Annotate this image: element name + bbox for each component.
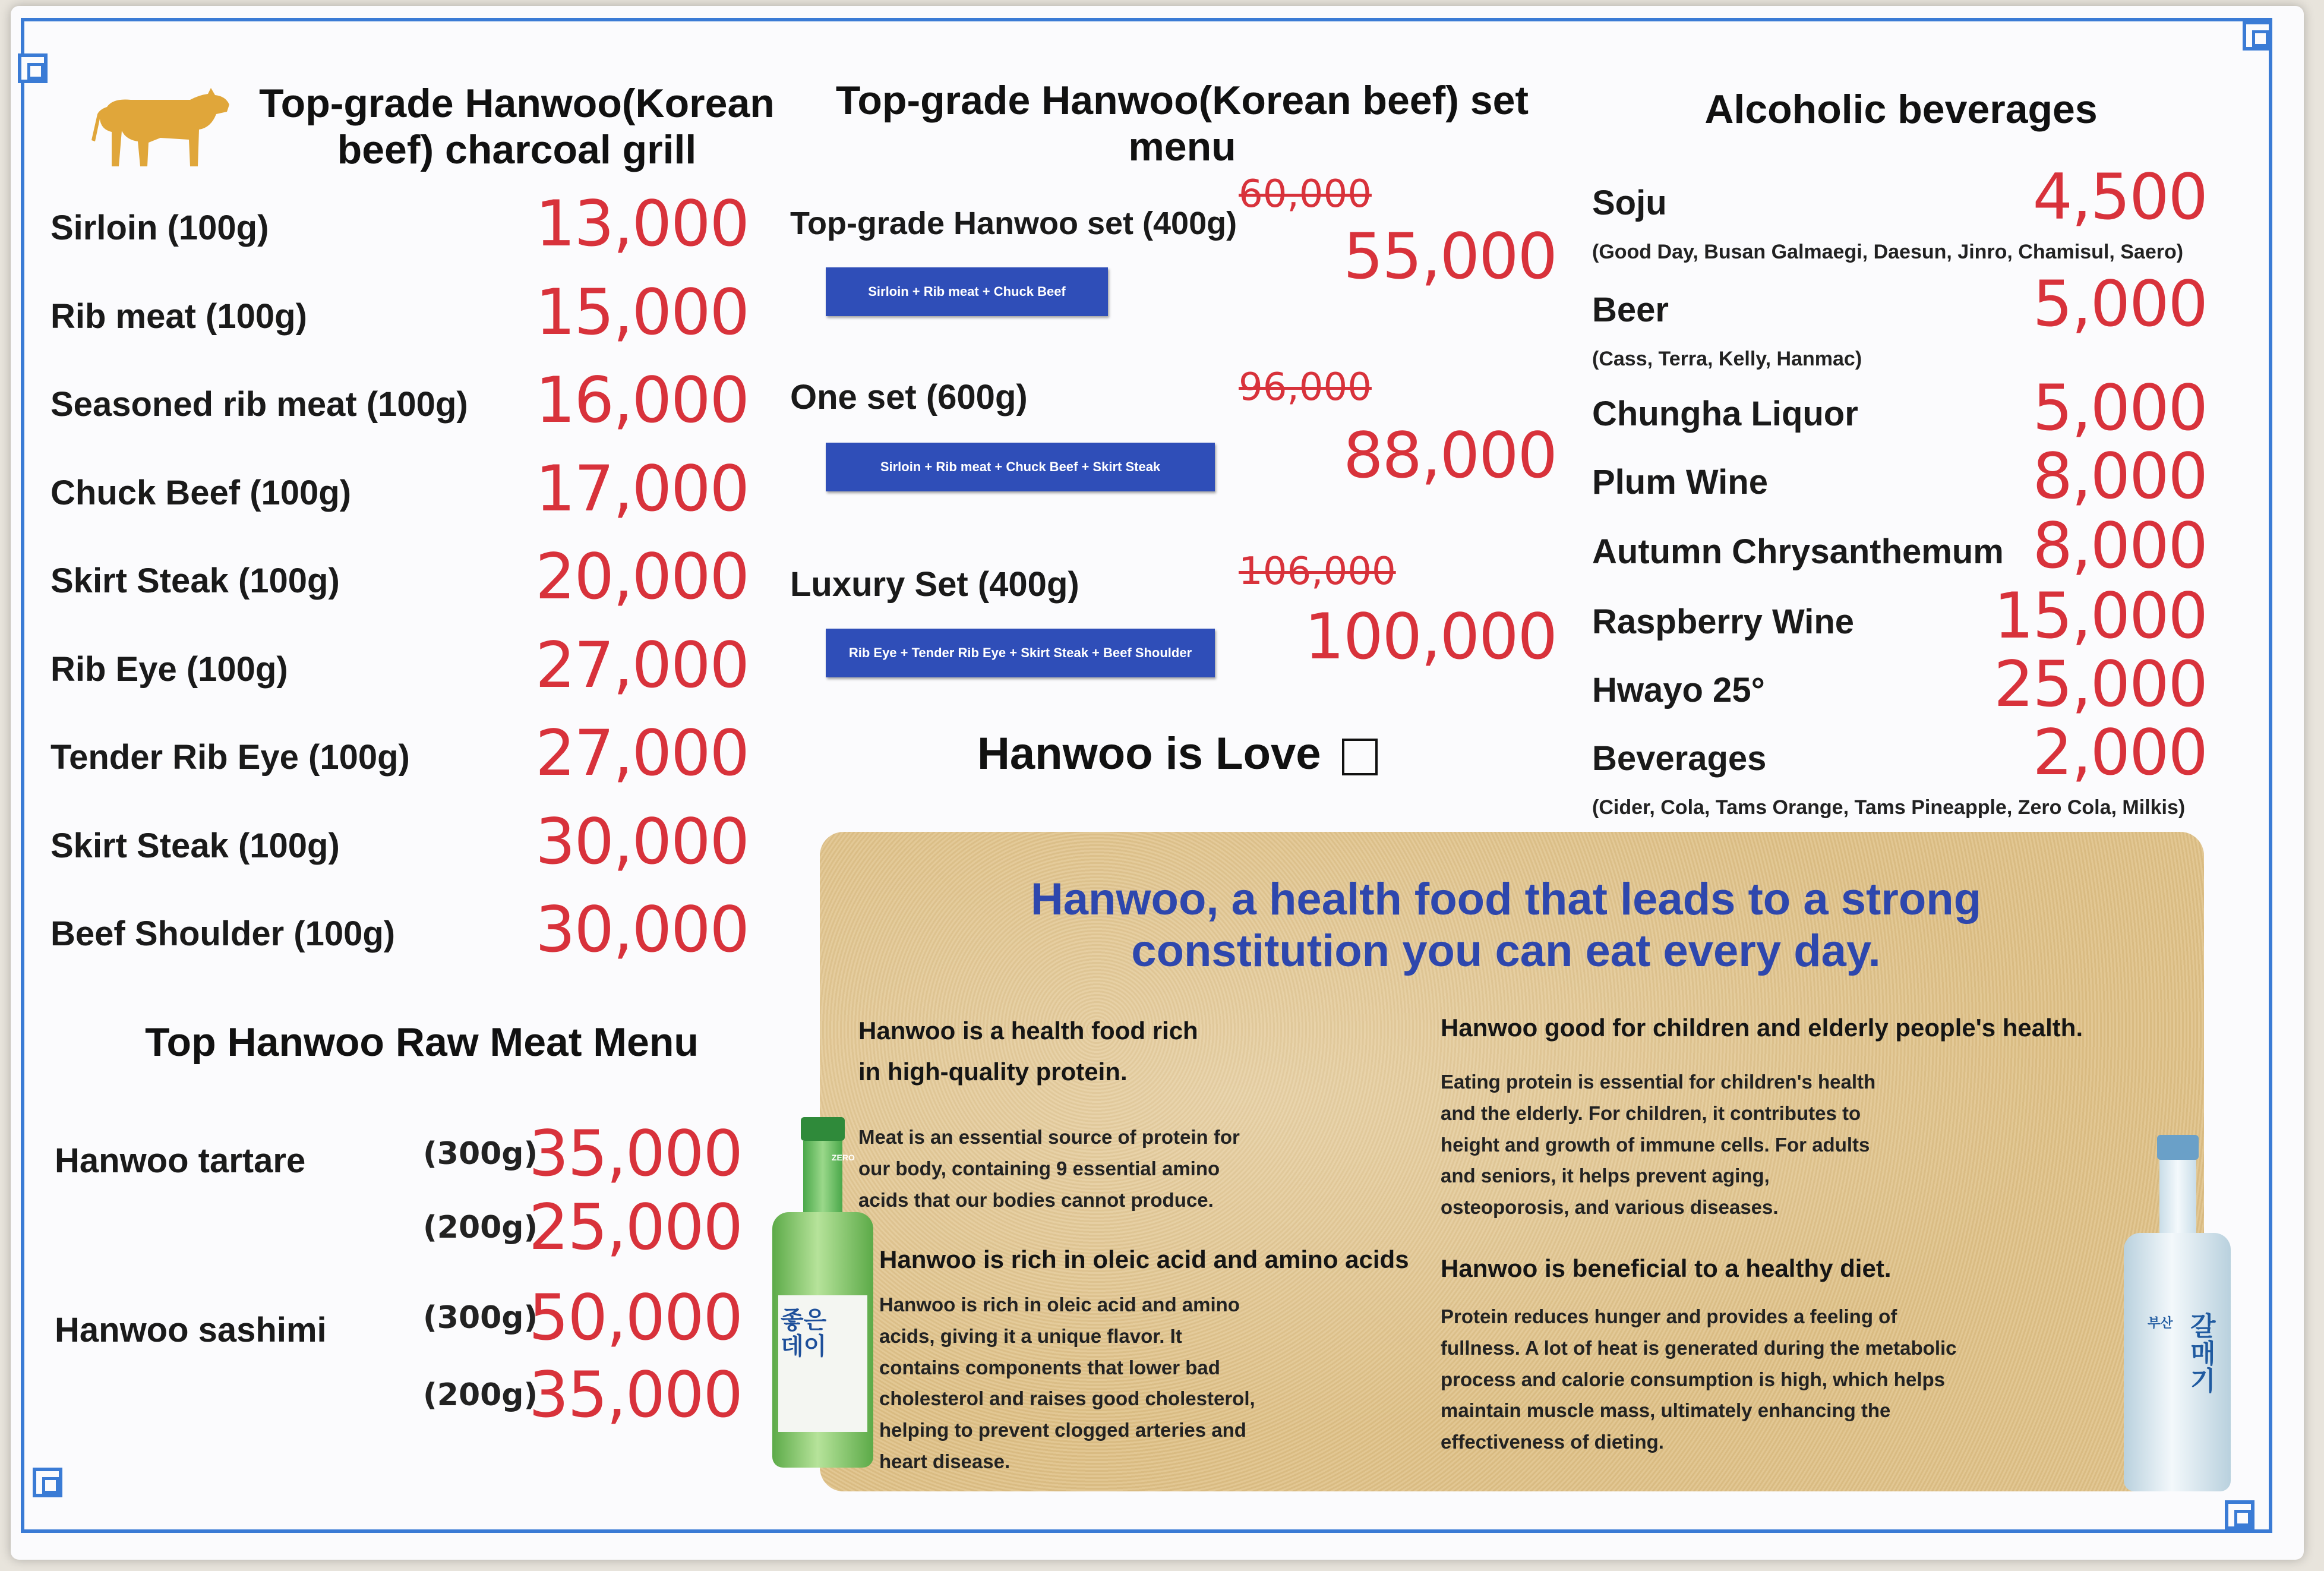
raw-item-name: Hanwoo tartare xyxy=(55,1141,306,1180)
grill-item-price: 30,000 xyxy=(535,893,749,966)
grill-item-price: 27,000 xyxy=(535,628,749,702)
info-text: Protein reduces hunger and provides a feeling of fullness. A lot of heat is generated during the metabolic process and calorie consumption is high, which helps maintain muscle mass, ultimately enhancing the effectiveness of dieting. xyxy=(1441,1305,1957,1453)
drink-item-price: 8,000 xyxy=(2032,509,2207,582)
raw-item-price: 25,000 xyxy=(529,1191,742,1264)
grill-item-name: Beef Shoulder (100g) xyxy=(50,914,396,953)
bottle-tag: ZERO xyxy=(832,1153,855,1162)
drink-item-name: Soju xyxy=(1592,184,1667,222)
drink-item-price: 2,000 xyxy=(2032,716,2207,789)
set-components-banner: Sirloin + Rib meat + Chuck Beef + Skirt Steak xyxy=(826,443,1215,491)
set-old-price: 96,000 xyxy=(1239,365,1372,409)
drink-item-name: Plum Wine xyxy=(1592,463,1768,501)
raw-item-gram: (300g) xyxy=(423,1300,538,1336)
drink-item-note: (Cider, Cola, Tams Orange, Tams Pineapple, Zero Cola, Milkis) xyxy=(1592,796,2186,819)
raw-item-price: 35,000 xyxy=(529,1117,742,1190)
grill-item-name: Sirloin (100g) xyxy=(50,209,269,247)
grill-item-name: Rib meat (100g) xyxy=(50,296,307,336)
info-heading: Hanwoo is a health food rich in high-quality protein. xyxy=(858,1017,1198,1086)
set-name: Luxury Set (400g) xyxy=(790,565,1079,604)
drink-item-name: Autumn Chrysanthemum xyxy=(1592,532,2004,571)
set-name: Top-grade Hanwoo set (400g) xyxy=(790,206,1237,241)
set-price: 100,000 xyxy=(1304,600,1556,673)
drink-item-name: Beverages xyxy=(1592,739,1767,778)
info-heading: Hanwoo is rich in oleic acid and amino acids xyxy=(879,1245,1409,1273)
soju-bottle-left xyxy=(772,1117,873,1468)
info-heading: Hanwoo good for children and elderly people's health. xyxy=(1441,1014,2083,1042)
slogan xyxy=(977,728,1378,780)
grill-item-name: Seasoned rib meat (100g) xyxy=(50,385,468,424)
drink-item-name: Beer xyxy=(1592,291,1669,329)
corner-ornament-top-left xyxy=(18,53,48,83)
grill-item-name: Chuck Beef (100g) xyxy=(50,473,352,512)
grill-item-price: 20,000 xyxy=(535,540,749,613)
raw-item-gram: (300g) xyxy=(423,1136,538,1172)
drink-item-name: Raspberry Wine xyxy=(1592,602,1855,641)
corner-ornament-bottom-right xyxy=(2225,1500,2254,1530)
set-old-price: 60,000 xyxy=(1239,172,1372,216)
grill-item-price: 16,000 xyxy=(535,364,749,437)
drink-item-note: (Good Day, Busan Galmaegi, Daesun, Jinro, Chamisul, Saero) xyxy=(1592,241,2184,263)
cow-icon xyxy=(89,83,232,172)
bottle-label: 좋은데이 xyxy=(781,1307,827,1360)
set-name: One set (600g) xyxy=(790,378,1028,417)
bottle-label: 갈매기 xyxy=(2190,1311,2216,1397)
set-components-banner: Rib Eye + Tender Rib Eye + Skirt Steak + Beef Shoulder xyxy=(826,629,1215,677)
drink-item-price: 15,000 xyxy=(1994,579,2207,652)
grill-item-price: 13,000 xyxy=(535,187,749,260)
drink-item-price: 25,000 xyxy=(1994,648,2207,721)
drink-item-name: Hwayo 25° xyxy=(1592,671,1765,709)
grill-item-price: 30,000 xyxy=(535,805,749,878)
soju-bottle-right xyxy=(2124,1135,2231,1491)
set-old-price: 106,000 xyxy=(1239,550,1396,594)
drinks-title: Alcoholic beverages xyxy=(1704,87,2098,132)
info-text: Eating protein is essential for children's health and the elderly. For children, it contributes to height and growth of immune cells. For adults and seniors, it helps prevent aging, osteoporosis, and various diseases. xyxy=(1441,1071,1876,1219)
grill-item-name: Tender Rib Eye (100g) xyxy=(50,738,410,777)
grill-item-name: Rib Eye (100g) xyxy=(50,649,288,689)
drink-item-price: 4,500 xyxy=(2032,160,2207,234)
grill-item-price: 27,000 xyxy=(535,717,749,790)
info-text: Hanwoo is rich in oleic acid and amino acids, giving it a unique flavor. It contains components that lower bad cholesterol and raises good cholesterol, helping to prevent clogged arteries and heart disease. xyxy=(879,1294,1255,1472)
drink-item-price: 5,000 xyxy=(2032,267,2207,340)
raw-item-gram: (200g) xyxy=(423,1210,538,1245)
corner-ornament-bottom-left xyxy=(33,1468,62,1497)
raw-item-price: 35,000 xyxy=(529,1358,742,1431)
set-components-banner: Sirloin + Rib meat + Chuck Beef xyxy=(826,267,1108,316)
info-heading: Hanwoo is beneficial to a healthy diet. xyxy=(1441,1254,1892,1282)
grill-item-name: Skirt Steak (100g) xyxy=(50,561,340,600)
info-text: Meat is an essential source of protein for our body, containing 9 essential amino acids that our bodies cannot produce. xyxy=(858,1126,1240,1211)
slogan-text: Hanwoo is Love xyxy=(977,728,1321,779)
drink-item-price: 5,000 xyxy=(2032,371,2207,444)
drink-item-price: 8,000 xyxy=(2032,440,2207,513)
drink-item-note: (Cass, Terra, Kelly, Hanmac) xyxy=(1592,348,1862,370)
set-price: 55,000 xyxy=(1343,220,1556,293)
raw-item-price: 50,000 xyxy=(529,1281,742,1354)
bottle-tag: 부산 xyxy=(2148,1316,2173,1331)
grill-item-name: Skirt Steak (100g) xyxy=(50,826,340,865)
raw-item-name: Hanwoo sashimi xyxy=(55,1311,327,1349)
corner-ornament-top-right xyxy=(2243,21,2272,51)
grill-item-price: 17,000 xyxy=(535,452,749,525)
raw-item-gram: (200g) xyxy=(423,1377,538,1413)
grill-item-price: 15,000 xyxy=(535,275,749,349)
set-price: 88,000 xyxy=(1343,419,1556,492)
drink-item-name: Chungha Liquor xyxy=(1592,395,1858,433)
grill-title: Top-grade Hanwoo(Korean beef) charcoal grill xyxy=(259,81,775,173)
raw-title: Top Hanwoo Raw Meat Menu xyxy=(145,1020,699,1065)
heart-emoji-icon xyxy=(1342,739,1378,775)
info-title: Hanwoo, a health food that leads to a strong constitution you can eat every day. xyxy=(1030,874,1982,977)
set-menu-title: Top-grade Hanwoo(Korean beef) set menu xyxy=(835,78,1529,170)
